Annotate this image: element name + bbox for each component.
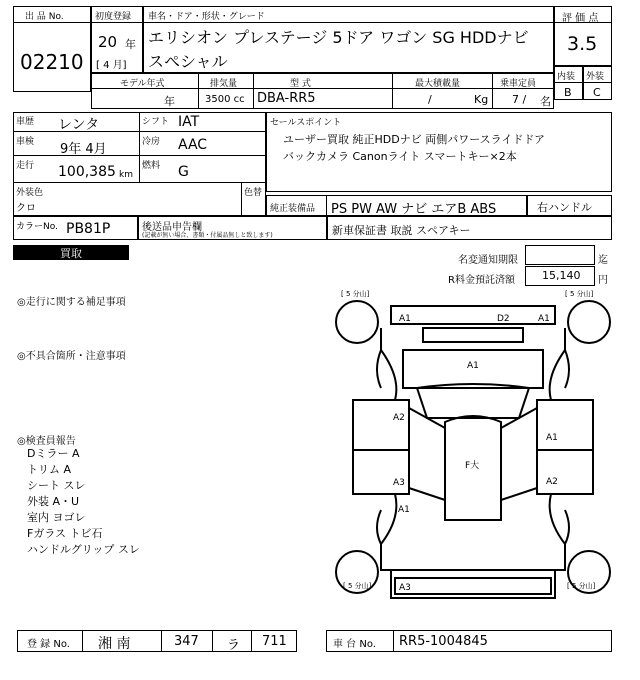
mark-rear: A3: [399, 583, 411, 593]
purchase-banner-text: 買取: [60, 246, 82, 260]
color-no: PB81P: [66, 221, 111, 237]
displacement: 3500 cc: [205, 94, 245, 105]
model-year-unit: 年: [164, 95, 175, 108]
reg-label: 登 録 No.: [27, 639, 70, 650]
steering: 右ハンドル: [537, 201, 592, 214]
recycle-label: R料金預託済額: [448, 275, 515, 286]
equipment-items: PS PW AW ナビ エアB ABS: [331, 202, 497, 217]
mark-hood: A1: [467, 361, 479, 371]
shift: IAT: [178, 114, 200, 130]
reg-kana: ラ: [227, 638, 241, 653]
ext-color: クロ: [16, 203, 36, 214]
max-load-label: 最大積載量: [415, 79, 461, 89]
mark-front-center: D2: [497, 314, 510, 324]
lot-no: 02210: [20, 50, 84, 74]
shift-label: シフト: [142, 117, 170, 127]
docs: 新車保証書 取説 スペアキー: [332, 224, 471, 237]
car-name-line1: エリシオン プレステージ 5ドア ワゴン SG HDDナビ: [148, 28, 529, 47]
purchase-banner: [13, 245, 129, 260]
mark-left-rear: A1: [398, 505, 410, 515]
name-change-unit: 迄: [598, 255, 608, 266]
capacity-label: 乗車定員: [500, 79, 537, 89]
driving-notes-heading: ◎走行に関する補足事項: [17, 297, 126, 308]
car-name-label: 車名・ドア・形状・グレード: [148, 12, 265, 22]
aftermarket-note: (記載が無い場合、書類・付属品無しと致します): [142, 232, 273, 239]
first-reg-label: 初度登録: [95, 12, 132, 22]
chassis-label: 車 台 No.: [333, 639, 376, 650]
mileage-label: 走行: [16, 161, 35, 171]
lot-no-label: 出 品 No.: [25, 12, 64, 22]
fuel: G: [178, 164, 189, 180]
defects-heading: ◎不具合箇所・注意事項: [17, 351, 126, 362]
left-front-door: [353, 400, 409, 450]
reg-number: 711: [262, 634, 287, 649]
tire-front-right: [568, 301, 610, 343]
tire-tread-br: [ 5 分山]: [567, 582, 596, 590]
inspector-report-item: Dミラー A: [27, 447, 80, 460]
grade-score: 3.5: [567, 33, 598, 55]
color-change-label: 色替: [244, 188, 263, 198]
history-label: 車歴: [16, 117, 35, 127]
recycle-amount: 15,140: [542, 269, 581, 282]
right-front-fender: [565, 350, 569, 388]
equipment-label: 純正装備品: [270, 204, 316, 214]
car-name-line2: スペシャル: [148, 52, 228, 71]
first-reg-year-unit: 年: [125, 38, 136, 51]
tire-tread-bl: [ 5 分山]: [343, 582, 372, 590]
inspector-report-item: トリム A: [27, 463, 72, 476]
right-rear-fender: [565, 510, 569, 544]
inspection-label: 車検: [16, 137, 35, 147]
inspection: 9年 4月: [60, 142, 107, 157]
tire-tread-tl: [ 5 分山]: [341, 290, 370, 298]
mileage-unit: km: [119, 170, 133, 180]
right-rear-door: [537, 450, 593, 494]
windshield: [417, 384, 529, 418]
mark-left-rear-door: A3: [393, 478, 405, 488]
mark-right-front-door: A1: [546, 433, 558, 443]
aftermarket-label: 後送品申告欄: [142, 222, 202, 233]
reg-class: 347: [174, 634, 199, 649]
mark-front-left: A1: [399, 314, 411, 324]
type-label: 型 式: [290, 79, 311, 89]
displacement-label: 排気量: [210, 79, 238, 89]
capacity: 7 /: [512, 93, 527, 106]
model-year-label: モデル年式: [120, 79, 165, 89]
grade-label: 評 価 点: [562, 13, 599, 24]
sales-point-label: セールスポイント: [270, 118, 342, 128]
mark-roof: F大: [465, 461, 480, 471]
mileage: 100,385: [58, 164, 116, 180]
inspector-heading: ◎検査員報告: [17, 436, 76, 447]
fuel-label: 燃料: [142, 161, 161, 171]
model-type: DBA-RR5: [257, 91, 316, 106]
interior-label: 内装: [557, 72, 576, 82]
reg-area: 湘 南: [98, 636, 131, 652]
tire-front-left: [336, 301, 378, 343]
tire-tread-tr: [ 5 分山]: [565, 290, 594, 298]
ext-color-label: 外装色: [16, 188, 44, 198]
inspector-report-list: [27, 446, 140, 558]
max-load-unit: Kg: [474, 93, 489, 106]
history: レンタ: [58, 117, 100, 133]
name-change-box: [525, 245, 595, 265]
left-front-fender: [377, 350, 381, 388]
inspector-report-item: 室内 ヨゴレ: [27, 511, 86, 524]
name-change-label: 名変通知期限: [458, 255, 518, 266]
mark-front-right: A1: [538, 314, 550, 324]
mark-right-rear-door: A2: [546, 477, 558, 487]
exterior-grade: C: [593, 86, 601, 99]
front-bumper-outline: [391, 306, 555, 324]
sales-point-line1: ユーザー買取 純正HDDナビ 両側パワースライドドア: [283, 133, 545, 146]
recycle-unit: 円: [598, 275, 608, 286]
first-reg-year: 20: [98, 33, 118, 51]
sales-point-line2: バックカメラ Canonライト スマートキー×2本: [283, 150, 517, 163]
mark-left-front-door: A2: [393, 413, 405, 423]
inspector-report-item: Fガラス トビ石: [27, 527, 103, 540]
inspector-report-item: 外装 A・U: [27, 495, 80, 508]
rear-panel: [395, 578, 551, 594]
color-no-label: カラーNo.: [16, 222, 58, 232]
inspector-report-item: シート スレ: [27, 479, 86, 492]
front-grille: [423, 328, 523, 342]
aircon-label: 冷房: [142, 137, 161, 147]
interior-grade: B: [564, 86, 572, 99]
max-load: /: [428, 93, 432, 106]
exterior-label: 外装: [586, 72, 605, 82]
car-damage-diagram: [333, 288, 613, 606]
first-reg-month: [ 4 月]: [96, 60, 127, 71]
inspector-report-item: ハンドルグリップ スレ: [27, 543, 140, 556]
aircon: AAC: [178, 137, 208, 153]
capacity-unit: 名: [540, 95, 551, 108]
chassis-no: RR5-1004845: [399, 634, 488, 649]
left-rear-fender: [377, 510, 381, 544]
